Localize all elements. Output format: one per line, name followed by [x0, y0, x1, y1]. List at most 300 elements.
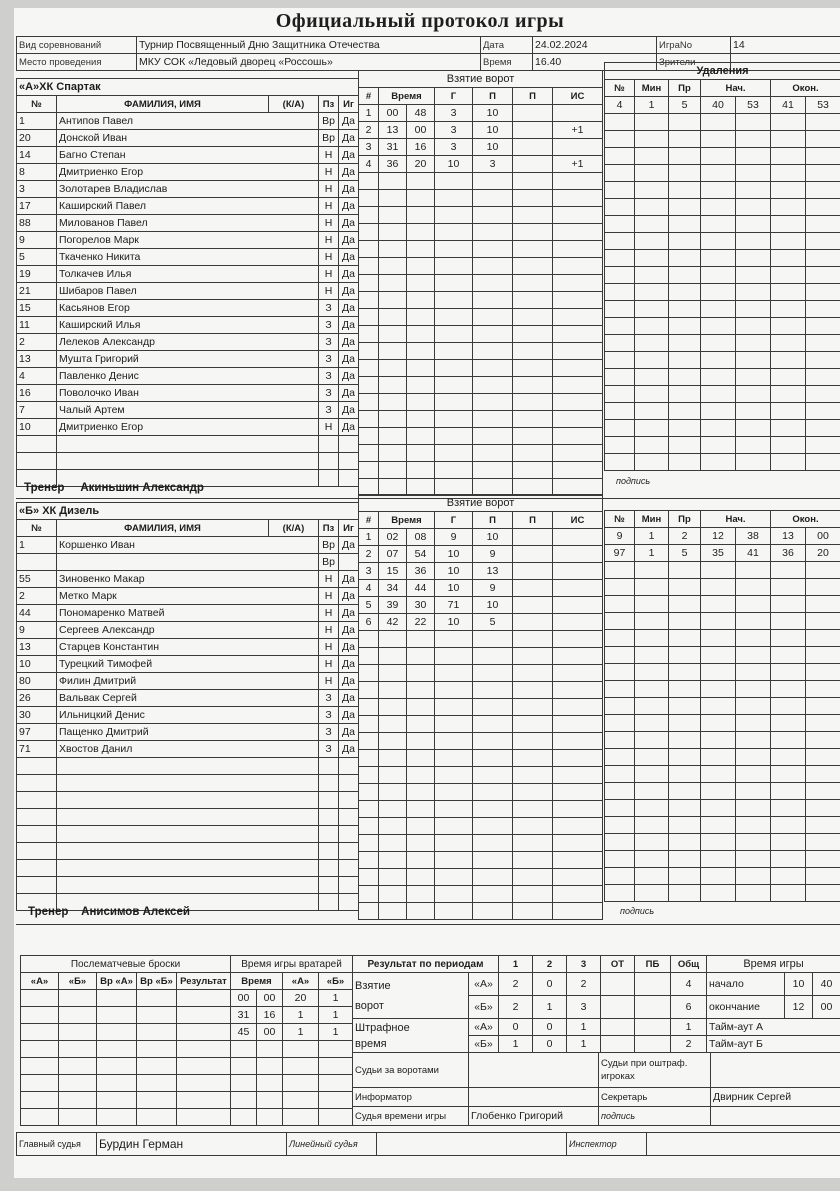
penalty-cell	[806, 851, 840, 868]
column-header: Нач.	[701, 511, 771, 528]
secretary-label: Секретарь	[599, 1088, 711, 1107]
gk-team-a: 1	[283, 1024, 319, 1041]
gk-minute: 00	[231, 990, 257, 1007]
penalty-cell	[771, 233, 806, 250]
player-number: 15	[17, 300, 57, 317]
column-header: #	[359, 88, 379, 105]
player-row	[17, 571, 359, 588]
goal-cell	[359, 886, 379, 903]
goal-cell	[553, 699, 603, 716]
penalty-cell	[635, 369, 669, 386]
penalty-cell	[771, 749, 806, 766]
penalty-cell	[771, 454, 806, 471]
player-played: Да	[339, 300, 359, 317]
penalty-cell	[736, 284, 771, 301]
player-position: Н	[319, 198, 339, 215]
gk-team-b: 1	[319, 990, 353, 1007]
goal-cell	[407, 377, 435, 394]
goal-cell	[407, 886, 435, 903]
player-position: Н	[319, 656, 339, 673]
goal-minute: 15	[379, 563, 407, 580]
goal-cell	[379, 173, 407, 190]
player-position	[319, 792, 339, 809]
goal-cell	[435, 716, 473, 733]
player-row	[17, 198, 359, 215]
goal-assist-2	[513, 597, 553, 614]
penalty-cell	[635, 250, 669, 267]
penalty-cell	[701, 851, 736, 868]
penalty-row	[605, 437, 840, 454]
penalty-cell	[736, 851, 771, 868]
player-row	[17, 164, 359, 181]
player-position	[319, 758, 339, 775]
end-minutes: 00	[813, 996, 840, 1019]
player-position: Н	[319, 673, 339, 690]
penalty-end-min: 41	[771, 97, 806, 114]
goals-a-p2: 0	[533, 973, 567, 996]
player-row	[17, 181, 359, 198]
goal-assist-2	[513, 614, 553, 631]
goal-cell	[513, 784, 553, 801]
column-header: №	[17, 96, 57, 113]
column-header: (К/А)	[269, 96, 319, 113]
penalty-cell	[605, 301, 635, 318]
goal-minute: 34	[379, 580, 407, 597]
penalty-cell	[701, 834, 736, 851]
player-name: Мушта Григорий	[57, 351, 319, 368]
penalty-cell	[771, 131, 806, 148]
goal-cell	[359, 224, 379, 241]
player-name: Поволочко Иван	[57, 385, 319, 402]
goal-cell	[513, 224, 553, 241]
goal-cell	[553, 767, 603, 784]
goal-cell	[473, 716, 513, 733]
penalty-cell	[806, 216, 840, 233]
penalty-cell	[771, 250, 806, 267]
team-b-coach-label: Тренер	[28, 906, 69, 918]
goal-cell	[407, 716, 435, 733]
penalty-cell	[635, 352, 669, 369]
penalty-cell	[736, 437, 771, 454]
player-row	[17, 266, 359, 283]
goal-cell	[379, 801, 407, 818]
goal-cell	[359, 462, 379, 479]
penalty-cell	[701, 562, 736, 579]
goal-cell	[359, 479, 379, 496]
shootout-cell	[97, 1075, 137, 1092]
player-number	[17, 860, 57, 877]
penalty-cell	[635, 335, 669, 352]
goal-situation	[553, 580, 603, 597]
start-hours: 10	[785, 973, 813, 996]
goal-cell	[553, 835, 603, 852]
goal-cell	[359, 852, 379, 869]
penalty-cell	[806, 783, 840, 800]
penalty-row	[605, 800, 840, 817]
player-name: Антипов Павел	[57, 113, 319, 130]
player-name: Филин Дмитрий	[57, 673, 319, 690]
game-number-label: ИграNo	[657, 37, 731, 54]
goal-cell	[553, 801, 603, 818]
penalty-cell	[771, 715, 806, 732]
penalty-cell	[701, 698, 736, 715]
period-header: ПБ	[635, 956, 671, 973]
penalty-cell	[701, 454, 736, 471]
player-name	[57, 758, 319, 775]
penalty-row	[605, 749, 840, 766]
player-played: Да	[339, 571, 359, 588]
goal-row	[359, 445, 603, 462]
goal-cell	[359, 648, 379, 665]
penalty-cell	[635, 233, 669, 250]
goal-cell	[359, 241, 379, 258]
goal-cell	[379, 716, 407, 733]
player-row	[17, 707, 359, 724]
player-played: Да	[339, 164, 359, 181]
shootout-cell	[21, 1024, 59, 1041]
player-played	[339, 877, 359, 894]
goal-situation	[553, 563, 603, 580]
goal-cell	[435, 224, 473, 241]
penalty-cell	[701, 403, 736, 420]
pim-team-b-label: «Б»	[469, 1036, 499, 1053]
goal-assist-2	[513, 580, 553, 597]
penalty-row	[605, 165, 840, 182]
player-position: Н	[319, 215, 339, 232]
goal-number: 1	[359, 529, 379, 546]
player-played: Да	[339, 113, 359, 130]
player-number: 11	[17, 317, 57, 334]
player-row	[17, 588, 359, 605]
player-number: 4	[17, 368, 57, 385]
penalty-cell	[669, 562, 701, 579]
goal-cell	[553, 258, 603, 275]
end-hours: 12	[785, 996, 813, 1019]
goalie-time-row	[231, 1092, 353, 1109]
penalty-cell	[669, 301, 701, 318]
shootout-cell	[137, 990, 177, 1007]
team-a-roster	[16, 78, 359, 487]
shootout-header	[21, 973, 231, 990]
goal-cell	[359, 207, 379, 224]
goal-cell	[513, 818, 553, 835]
penalty-cell	[701, 233, 736, 250]
penalty-cell	[635, 131, 669, 148]
goal-row	[359, 852, 603, 869]
goal-cell	[513, 411, 553, 428]
team-a-name: «А»ХК Спартак	[17, 79, 359, 96]
player-played: Да	[339, 605, 359, 622]
goal-cell	[435, 767, 473, 784]
goal-cell	[473, 428, 513, 445]
team-b-goals	[358, 494, 603, 920]
penalty-cell	[771, 579, 806, 596]
shootout-cell	[59, 1058, 97, 1075]
goal-second: 30	[407, 597, 435, 614]
penalty-cell	[605, 318, 635, 335]
goal-cell	[513, 258, 553, 275]
penalty-cell	[669, 851, 701, 868]
goal-row	[359, 173, 603, 190]
goal-cell	[435, 258, 473, 275]
shootout-cell	[21, 990, 59, 1007]
goal-cell	[473, 258, 513, 275]
penalty-cell	[736, 216, 771, 233]
penalty-player: 9	[605, 528, 635, 545]
goal-cell	[473, 241, 513, 258]
goal-cell	[553, 784, 603, 801]
penalty-cell	[635, 182, 669, 199]
penalty-cell	[635, 766, 669, 783]
column-header: Г	[435, 88, 473, 105]
player-played	[339, 826, 359, 843]
goal-cell	[407, 733, 435, 750]
penalty-end-min: 13	[771, 528, 806, 545]
gk-cell	[257, 1075, 283, 1092]
penalty-cell	[669, 216, 701, 233]
penalty-cell	[701, 148, 736, 165]
end-label: окончание	[707, 996, 785, 1019]
pim-a-ot	[601, 1019, 635, 1036]
penalty-cell	[806, 318, 840, 335]
penalty-cell	[771, 267, 806, 284]
player-number: 1	[17, 537, 57, 554]
player-number	[17, 453, 57, 470]
column-header: ФАМИЛИЯ, ИМЯ	[57, 520, 269, 537]
goal-cell	[435, 665, 473, 682]
penalty-cell	[701, 420, 736, 437]
goal-cell	[407, 445, 435, 462]
goal-cell	[359, 767, 379, 784]
goals-b-p2: 1	[533, 996, 567, 1019]
shootout-cell	[177, 1092, 231, 1109]
goal-row	[359, 597, 603, 614]
goal-cell	[553, 190, 603, 207]
team-a-roster-body	[17, 113, 359, 487]
goal-cell	[359, 682, 379, 699]
goal-cell	[513, 275, 553, 292]
player-row	[17, 249, 359, 266]
penalty-cell	[701, 732, 736, 749]
goal-assist-2	[513, 105, 553, 122]
penalty-cell	[605, 454, 635, 471]
penalty-cell	[669, 596, 701, 613]
goal-cell	[553, 903, 603, 920]
penalty-cell	[736, 114, 771, 131]
goal-cell	[379, 903, 407, 920]
goal-cell	[553, 309, 603, 326]
goal-cell	[473, 699, 513, 716]
shootout-cell	[177, 1007, 231, 1024]
goal-cell	[379, 411, 407, 428]
player-played: Да	[339, 283, 359, 300]
penalty-cell	[771, 199, 806, 216]
player-position: Н	[319, 622, 339, 639]
goal-situation: +1	[553, 122, 603, 139]
penalty-cell	[635, 715, 669, 732]
penalty-cell	[605, 369, 635, 386]
player-name: Коршенко Иван	[57, 537, 319, 554]
shootout-cell	[177, 1058, 231, 1075]
goal-cell	[407, 699, 435, 716]
goal-cell	[553, 445, 603, 462]
goal-cell	[379, 275, 407, 292]
goal-cell	[407, 326, 435, 343]
goal-cell	[513, 292, 553, 309]
goal-cell	[435, 207, 473, 224]
goal-minute: 07	[379, 546, 407, 563]
player-position: Н	[319, 147, 339, 164]
penalty-cell	[736, 732, 771, 749]
penalty-cell	[736, 267, 771, 284]
player-position: З	[319, 741, 339, 758]
penalty-cell	[736, 165, 771, 182]
penalty-cell	[669, 114, 701, 131]
bottom-divider	[16, 924, 840, 925]
gk-cell	[283, 1109, 319, 1126]
penalty-cell	[605, 267, 635, 284]
player-number	[17, 775, 57, 792]
gk-minute: 45	[231, 1024, 257, 1041]
goal-cell	[553, 394, 603, 411]
game-time-title: Время игры	[707, 956, 840, 973]
player-name	[57, 775, 319, 792]
player-number: 1	[17, 113, 57, 130]
goal-row	[359, 563, 603, 580]
penalty-row	[605, 114, 840, 131]
penalty-cell	[635, 579, 669, 596]
penalty-cell	[806, 766, 840, 783]
player-position: Н	[319, 571, 339, 588]
penalty-cell	[806, 114, 840, 131]
player-name: Каширский Илья	[57, 317, 319, 334]
player-position: З	[319, 368, 339, 385]
goal-cell	[359, 784, 379, 801]
goal-number: 6	[359, 614, 379, 631]
penalty-cell	[635, 165, 669, 182]
goal-cell	[513, 377, 553, 394]
goal-cell	[513, 665, 553, 682]
player-played: Да	[339, 334, 359, 351]
goal-cell	[379, 767, 407, 784]
penalty-row	[605, 97, 840, 114]
venue-value: МКУ СОК «Ледовый дворец «Россошь»	[137, 54, 481, 71]
team-b-coach-name: Анисимов Алексей	[81, 906, 190, 918]
shootout-cell	[137, 1024, 177, 1041]
penalty-cell	[701, 630, 736, 647]
penalty-cell	[669, 386, 701, 403]
gk-cell	[257, 1109, 283, 1126]
penalty-cell	[771, 352, 806, 369]
period-header: 3	[567, 956, 601, 973]
player-played: Да	[339, 656, 359, 673]
penalty-cell	[736, 817, 771, 834]
shootout-row	[21, 990, 231, 1007]
penalty-cell	[701, 868, 736, 885]
penalty-cell	[635, 596, 669, 613]
penalty-cell	[771, 182, 806, 199]
player-played: Да	[339, 266, 359, 283]
goal-cell	[407, 479, 435, 496]
goal-cell	[379, 852, 407, 869]
goal-cell	[473, 207, 513, 224]
goal-cell	[407, 207, 435, 224]
goal-situation	[553, 614, 603, 631]
goal-cell	[473, 869, 513, 886]
penalty-cell	[771, 369, 806, 386]
goal-assist-2	[513, 122, 553, 139]
player-row	[17, 351, 359, 368]
penalty-cell	[635, 301, 669, 318]
goal-cell	[407, 665, 435, 682]
penalty-row	[605, 647, 840, 664]
goal-number: 2	[359, 546, 379, 563]
penalty-cell	[736, 250, 771, 267]
penalty-row	[605, 817, 840, 834]
goal-row	[359, 394, 603, 411]
goal-assist-1: 3	[473, 156, 513, 173]
goal-cell	[379, 394, 407, 411]
pim-a-p3: 1	[567, 1019, 601, 1036]
goal-cell	[513, 852, 553, 869]
penalty-cell	[669, 885, 701, 902]
goal-cell	[553, 869, 603, 886]
penalty-cell	[806, 165, 840, 182]
player-name: Пащенко Дмитрий	[57, 724, 319, 741]
gk-time-header: Время	[231, 973, 283, 990]
shootout-cell	[59, 1041, 97, 1058]
penalty-cell	[771, 647, 806, 664]
penalty-row	[605, 335, 840, 352]
penalty-cell	[806, 199, 840, 216]
pim-a-p1: 0	[499, 1019, 533, 1036]
gk-cell	[257, 1058, 283, 1075]
penalty-cell	[771, 386, 806, 403]
goal-cell	[359, 445, 379, 462]
column-header: Нач.	[701, 80, 771, 97]
goal-cell	[379, 190, 407, 207]
penalty-cell	[806, 403, 840, 420]
gk-b-header: «Б»	[319, 973, 353, 990]
player-name: Хвостов Данил	[57, 741, 319, 758]
penalty-cell	[736, 420, 771, 437]
goals-a-p3: 2	[567, 973, 601, 996]
penalty-row	[605, 664, 840, 681]
player-row	[17, 537, 359, 554]
gk-minute: 31	[231, 1007, 257, 1024]
inspector-value	[647, 1133, 840, 1156]
column-header: «А»	[21, 973, 59, 990]
goal-cell	[435, 886, 473, 903]
goal-cell	[473, 767, 513, 784]
gk-cell	[283, 1092, 319, 1109]
goal-row	[359, 190, 603, 207]
gk-second: 00	[257, 1024, 283, 1041]
penalty-cell	[806, 885, 840, 902]
goal-cell	[553, 852, 603, 869]
shootout-cell	[137, 1109, 177, 1126]
penalty-cell	[771, 664, 806, 681]
penalty-row	[605, 301, 840, 318]
goal-cell	[513, 682, 553, 699]
secretary-value: Двирник Сергей	[711, 1088, 840, 1107]
penalty-cell	[669, 318, 701, 335]
penalty-cell	[669, 868, 701, 885]
column-header: Г	[435, 512, 473, 529]
goal-row	[359, 462, 603, 479]
player-played	[339, 860, 359, 877]
timeout-a-label: Тайм-аут А	[707, 1019, 840, 1036]
